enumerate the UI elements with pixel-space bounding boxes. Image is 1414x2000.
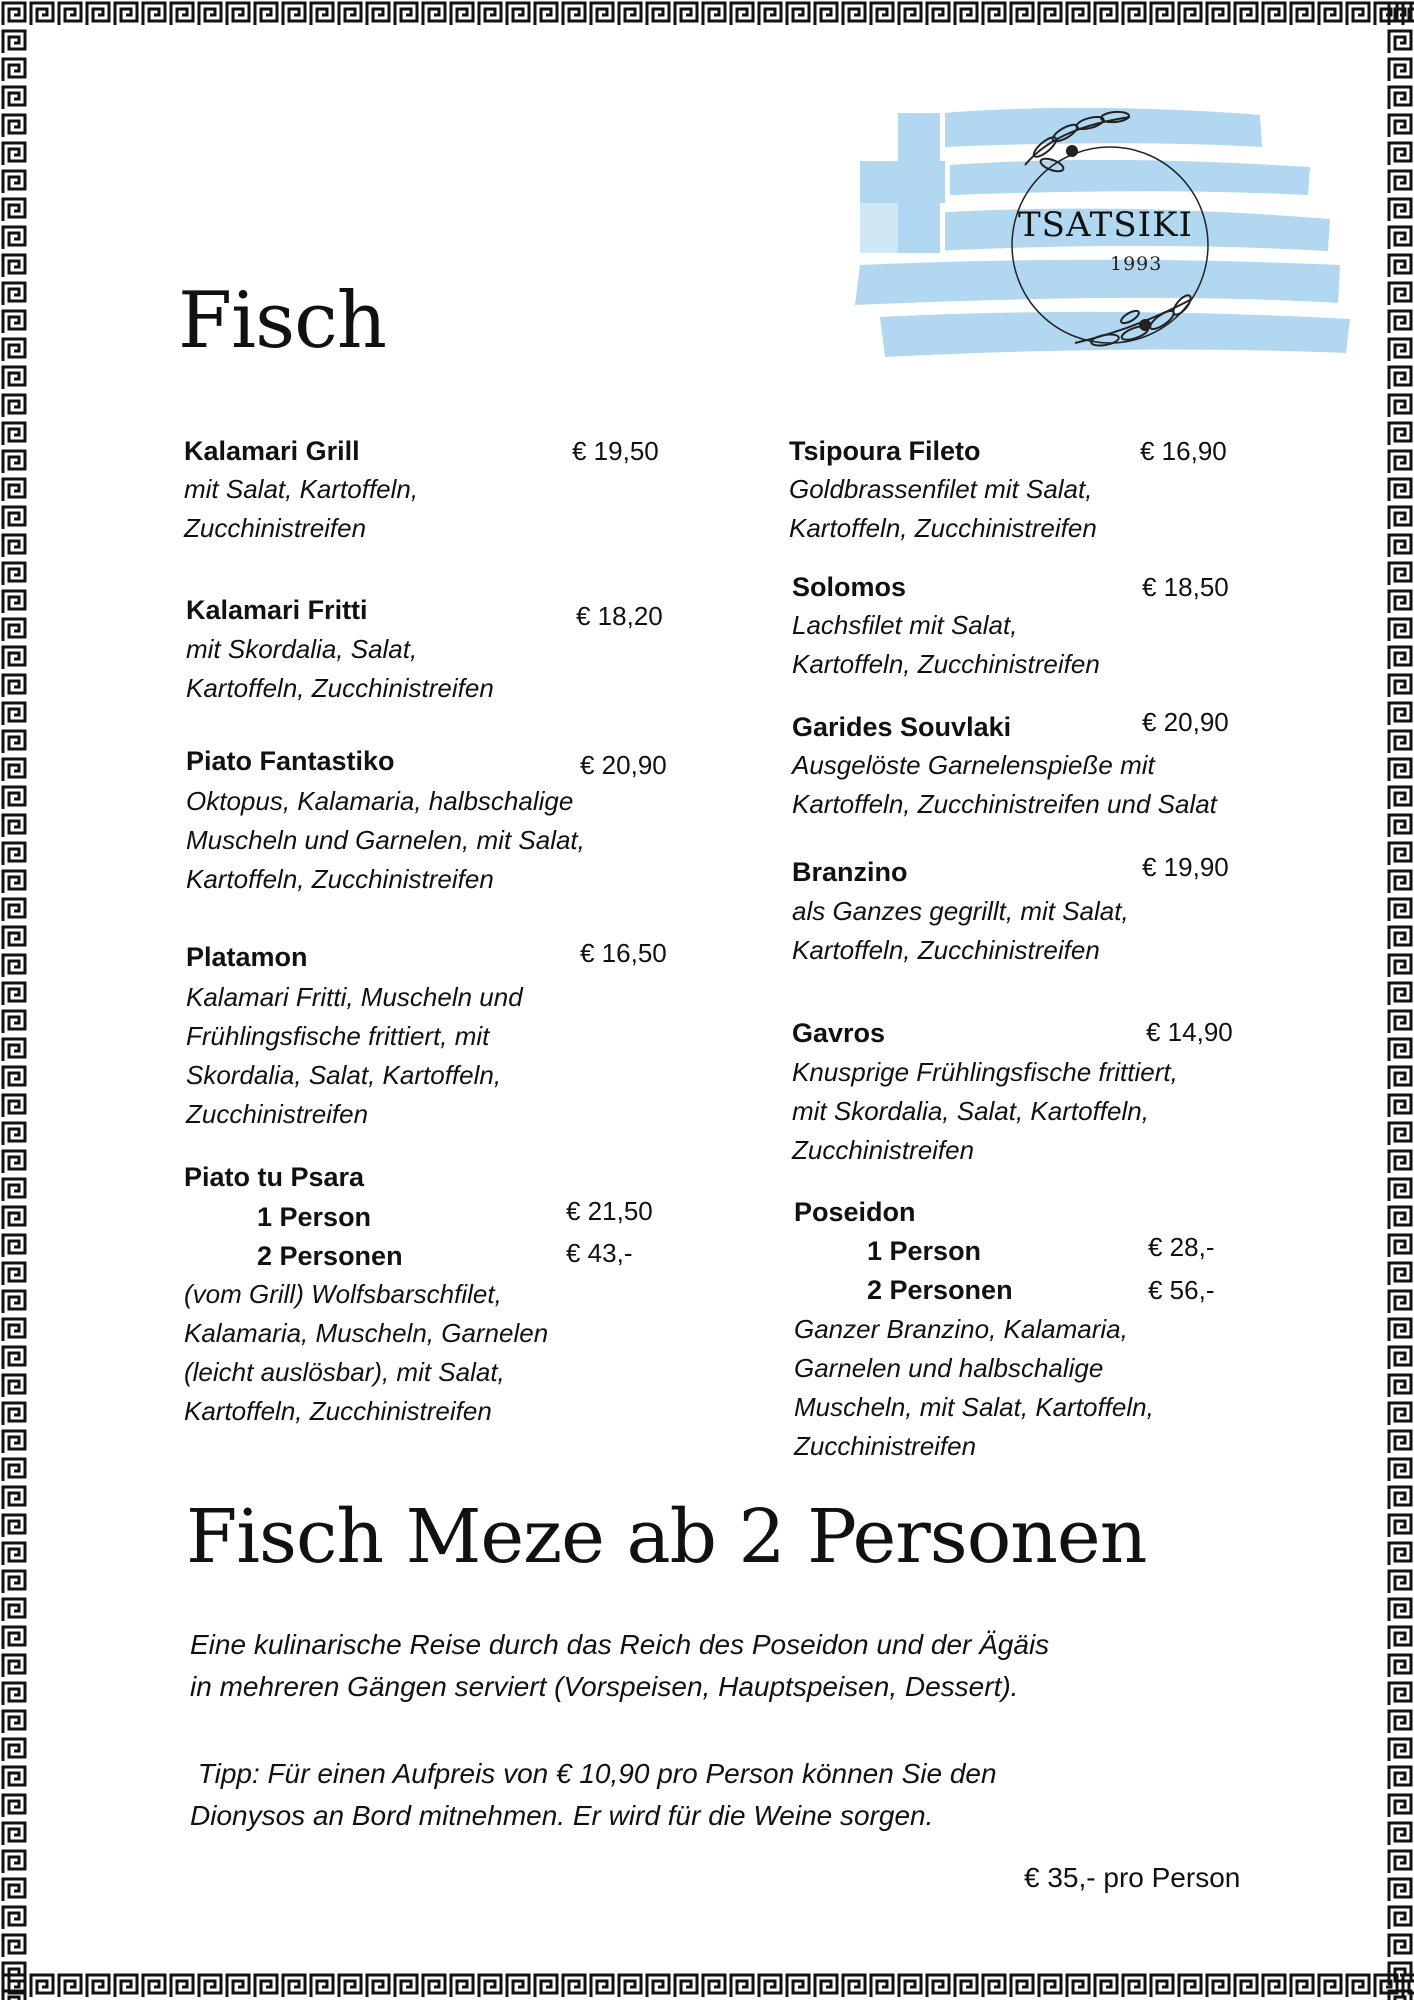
item-name: Garides Souvlaki bbox=[792, 712, 1012, 742]
item-name: Kalamari Grill bbox=[184, 436, 360, 466]
item-description: Lachsfilet mit Salat, Kartoffeln, Zucchinistreifen bbox=[792, 610, 1100, 679]
greek-key-border-left bbox=[0, 0, 28, 2000]
item-description: Ganzer Branzino, Kalamaria, Garnelen und halbschalige Muscheln, mit Salat, Kartoffeln, Zucchinistreifen bbox=[794, 1314, 1154, 1461]
item-price: € 20,90 bbox=[1142, 707, 1229, 737]
item-price: € 18,50 bbox=[1142, 572, 1229, 602]
restaurant-name: TSATSIKI bbox=[1018, 205, 1193, 245]
item-price: € 16,50 bbox=[580, 938, 667, 968]
meze-price: € 35,- pro Person bbox=[1024, 1862, 1241, 1893]
item-description: als Ganzes gegrillt, mit Salat, Kartoffeln, Zucchinistreifen bbox=[792, 896, 1129, 965]
item-description: Kalamari Fritti, Muscheln und Frühlingsfische frittiert, mit Skordalia, Salat, Kartoffeln, Zucchinistreifen bbox=[186, 982, 523, 1129]
item-price: € 14,90 bbox=[1146, 1017, 1233, 1047]
item-price: € 19,50 bbox=[572, 436, 659, 466]
meze-description: Eine kulinarische Reise durch das Reich des Poseidon und der Ägäis in mehreren Gängen serviert (Vorspeisen, Hauptspeisen, Dessert). bbox=[190, 1629, 1050, 1702]
item-name: Platamon bbox=[186, 942, 308, 972]
restaurant-year: 1993 bbox=[1110, 253, 1163, 275]
item-description: (vom Grill) Wolfsbarschfilet, Kalamaria, Muscheln, Garnelen (leicht auslösbar), mit Salat, Kartoffeln, Zucchinistreifen bbox=[184, 1279, 549, 1426]
option-label: 1 Person bbox=[257, 1202, 372, 1232]
option-price: € 21,50 bbox=[566, 1196, 653, 1226]
item-price: € 20,90 bbox=[580, 750, 667, 780]
item-description: Ausgelöste Garnelenspieße mit Kartoffeln, Zucchinistreifen und Salat bbox=[792, 750, 1217, 819]
item-description: Oktopus, Kalamaria, halbschalige Muscheln und Garnelen, mit Salat, Kartoffeln, Zucchinistreifen bbox=[186, 786, 585, 894]
item-name: Gavros bbox=[792, 1018, 886, 1048]
item-description: Goldbrassenfilet mit Salat, Kartoffeln, Zucchinistreifen bbox=[789, 474, 1097, 543]
option-price: € 28,- bbox=[1148, 1232, 1215, 1262]
item-price: € 16,90 bbox=[1140, 436, 1227, 466]
item-name: Kalamari Fritti bbox=[186, 595, 368, 625]
option-price: € 56,- bbox=[1148, 1275, 1215, 1305]
option-label: 2 Personen bbox=[257, 1241, 403, 1271]
item-description: Knusprige Frühlingsfische frittiert, mit Skordalia, Salat, Kartoffeln, Zucchinistreifen bbox=[792, 1057, 1178, 1165]
greek-key-border-top bbox=[0, 0, 1414, 28]
option-price: € 43,- bbox=[566, 1238, 633, 1268]
section-title: Fisch bbox=[178, 276, 387, 366]
item-price: € 18,20 bbox=[576, 601, 663, 631]
greek-key-border-bottom bbox=[0, 1972, 1414, 2000]
item-name: Tsipoura Fileto bbox=[789, 436, 981, 466]
meze-tip: Tipp: Für einen Aufpreis von € 10,90 pro Person können Sie den Dionysos an Bord mitnehmen. Er wird für die Weine sorgen. bbox=[190, 1758, 997, 1831]
option-label: 1 Person bbox=[867, 1236, 982, 1266]
item-name: Solomos bbox=[792, 572, 907, 602]
item-name: Piato tu Psara bbox=[184, 1162, 365, 1192]
item-description: mit Skordalia, Salat, Kartoffeln, Zucchinistreifen bbox=[186, 634, 494, 703]
restaurant-logo bbox=[840, 95, 1360, 395]
item-name: Piato Fantastiko bbox=[186, 746, 395, 776]
meze-title: Fisch Meze ab 2 Personen bbox=[186, 1494, 1147, 1580]
item-name: Branzino bbox=[792, 857, 908, 887]
item-name: Poseidon bbox=[794, 1197, 916, 1227]
item-price: € 19,90 bbox=[1142, 852, 1229, 882]
option-label: 2 Personen bbox=[867, 1275, 1013, 1305]
item-description: mit Salat, Kartoffeln, Zucchinistreifen bbox=[184, 474, 419, 543]
greek-key-border-right bbox=[1386, 0, 1414, 2000]
